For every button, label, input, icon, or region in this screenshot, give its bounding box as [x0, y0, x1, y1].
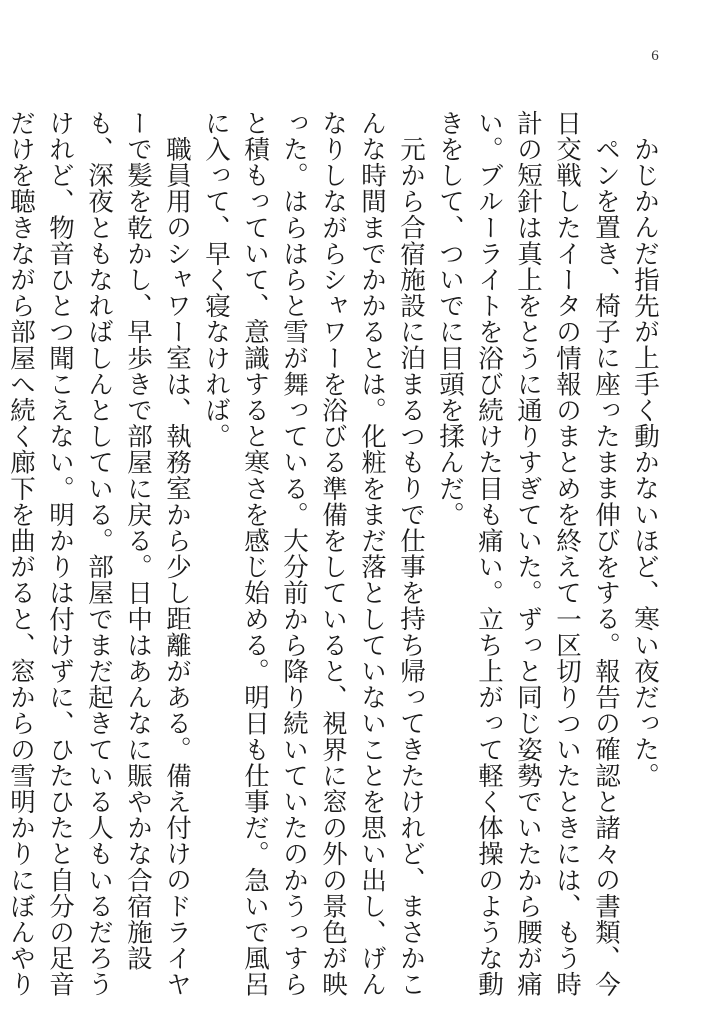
page-number: 6: [651, 48, 659, 64]
vertical-body-text: [0, 110, 664, 1000]
paragraph-4: 職員用のシャワー室は、執務室から少し距離がある。備え付けのドライヤーで髪を乾かし、早歩きで部屋に戻る。日中はあんなに賑やかな合宿施設も、深夜ともなればしんとしている。部屋でまだ起きている人もいるだろうけれど、物音ひとつ聞こえない。明かりは付けずに、ひたひたと自分の足音だけを聴きながら部屋へ続く廊下を曲がると、窓からの雪明かりにぼんやり: [6, 110, 192, 998]
paragraph-2: ペンを置き、椅子に座ったまま伸びをする。報告の確認と諸々の書類、今日交戦したイータの情報のまとめを終えて一区切りついたときには、もう時計の短針は真上をとうに通りすぎていた。ずっと同じ姿勢でいたから腰が痛い。ブルーライトを浴び続けた目も痛い。立ち上がって軽く体操のような動きをして、ついでに目頭を揉んだ。: [435, 110, 621, 998]
paragraph-3: 元から合宿施設に泊まるつもりで仕事を持ち帰ってきたけれど、まさかこんな時間までかかるとは。化粧をまだ落としていないことを思い出し、げんなりしながらシャワーを浴びる準備をしていると、視界に窓の外の景色が映った。はらはらと雪が舞っている。大分前から降り続いていたのかうっすらと積もっていて、意識すると寒さを感じ始める。明日も仕事だ。急いで風呂に入って、早く寝なければ。: [201, 110, 426, 998]
paragraph-1: かじかんだ指先が上手く動かないほど、寒い夜だった。: [630, 135, 660, 788]
